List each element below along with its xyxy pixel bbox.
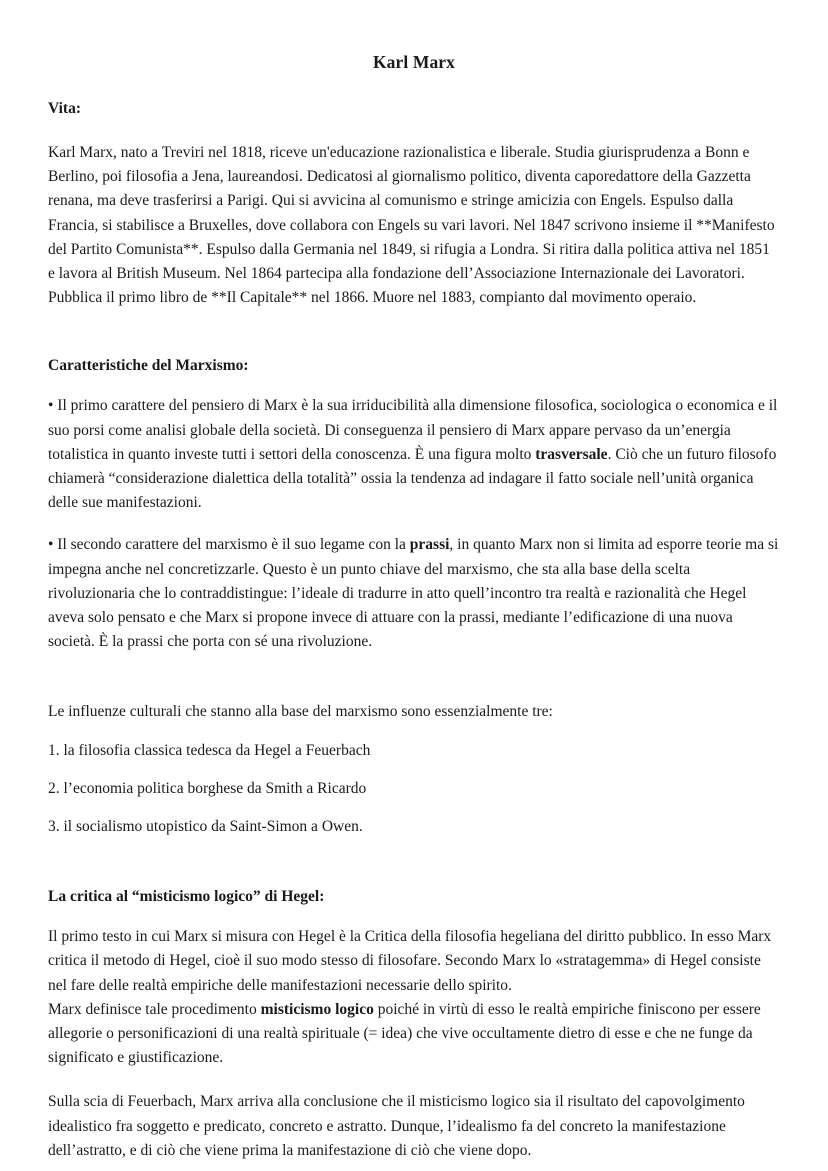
section-heading-critica: La critica al “misticismo logico” di Hegel:: [48, 888, 325, 906]
paragraph-critica-feuerbach: Sulla scia di Feuerbach, Marx arriva alla conclusione che il misticismo logico sia il risultato del capovolgimento idealistico fra soggetto e predicato, concreto e astratto. Dunque, l’idealismo fa del concreto la manifestazione dell’astratto, e di ciò che viene prima la manifestazione di ciò che viene dopo.: [48, 1093, 745, 1159]
bullet-2-text-after-bold: , in quanto Marx non si limita ad esporre teorie ma si impegna anche nel concretizzarle. Questo è un punto chiave del marxismo, che sta alla base della scelta rivoluzionaria che lo contraddistingue: l’ideale di tradurre in atto quell’incontro tra realtà e razionalità che Hegel aveva solo pensato e che Marx si propone invece di attuare con la prassi, mediante l’edificazione di una nuova società. È la prassi che porta con sé una rivoluzione.: [48, 536, 779, 651]
section-heading-caratteristiche: Caratteristiche del Marxismo:: [48, 357, 249, 375]
bullet-2-text-before-bold: • Il secondo carattere del marxismo è il suo legame con la: [48, 536, 410, 554]
list-item: 3. il socialismo utopistico da Saint-Simon a Owen.: [48, 818, 363, 836]
bullet-1-text-after-bold: . Ciò che un futuro filosofo chiamerà “considerazione dialettica della totalità” ossia la tendenza ad indagare il fatto sociale nell’unità organica delle sue manifestazioni.: [48, 445, 777, 512]
spacer: [48, 725, 780, 739]
bullet-1-text-before-bold: • Il primo carattere del pensiero di Marx è la sua irriducibilità alla dimensione filosofica, sociologica o economica e il suo porsi come analisi globale della società. Di conseguenza il pensiero di Marx appare pervaso da un’energia totalistica in quanto investe tutti i settori della conoscenza. È una figura molto: [48, 397, 778, 463]
spacer: [48, 378, 780, 394]
paragraph-vita-body: Karl Marx, nato a Treviri nel 1818, riceve un'educazione razionalistica e liberale. Studia giurisprudenza a Bonn e Berlino, poi filosofia a Jena, laureandosi. Dedicatosi al giornalismo politico, diventa caporedattore della Gazzetta renana, ma deve trasferirsi a Parigi. Qui si avvicina al comunismo e stringe amicizia con Engels. Espulso dalla Francia, si stabilisce a Bruxelles, dove collabora con Engels su vari lavori. Nel 1847 scrivono insieme il **Manifesto del Partito Comunista**. Espulso dalla Germania nel 1849, si rifugia a Londra. Si ritira dalla politica attiva nel 1851 e lavora al British Museum. Nel 1864 partecipa alla fondazione dell’Associazione Internazionale dei Lavoratori. Pubblica il primo libro de **Il Capitale** nel 1866. Muore nel 1883, compianto dal movimento operaio.: [48, 144, 775, 307]
spacer: [48, 654, 780, 700]
bullet-item-primo-carattere: [48, 394, 780, 515]
spacer: [48, 121, 780, 141]
list-item: 2. l’economia politica borghese da Smith a Ricardo: [48, 779, 367, 797]
spacer: [48, 310, 780, 354]
spacer: [48, 73, 780, 97]
spacer: [48, 909, 780, 925]
paragraph-influenze-intro: Le influenze culturali che stanno alla base del marxismo sono essenzialmente tre:: [48, 703, 553, 721]
page-title: Karl Marx: [372, 52, 456, 72]
bullet-item-secondo-carattere: [48, 533, 780, 654]
paragraph-critica-primo-testo: Il primo testo in cui Marx si misura con Hegel è la Critica della filosofia hegeliana del diritto pubblico. In esso Marx critica il metodo di Hegel, cioè il suo modo stesso di filosofare. Secondo Marx lo «stratagemma» di Hegel consiste nel fare delle realtà empiriche delle manifestazioni necessarie dello spirito.: [48, 928, 772, 994]
list-item: 1. la filosofia classica tedesca da Hegel a Feuerbach: [48, 741, 371, 759]
critica-text-before-bold: Marx definisce tale procedimento: [48, 1000, 261, 1018]
section-heading-vita: Vita:: [48, 100, 81, 117]
spacer: [48, 515, 780, 533]
bullet-2-emphasis-prassi: prassi: [409, 536, 450, 554]
bullet-1-emphasis-trasversale: trasversale: [535, 445, 608, 463]
paragraph-critica-misticismo: [48, 998, 780, 1071]
spacer: [48, 1070, 780, 1090]
spacer: [48, 763, 780, 777]
spacer: [48, 801, 780, 815]
critica-text-after-bold: poiché in virtù di esso le realtà empiriche finiscono per essere allegorie o personificazioni di una realtà spirituale (= idea) che vive occultamente dietro di esse e che ne funge da significato e giustificazione.: [48, 1000, 761, 1067]
critica-emphasis-misticismo-logico: misticismo logico: [260, 1000, 374, 1018]
spacer: [48, 839, 780, 885]
